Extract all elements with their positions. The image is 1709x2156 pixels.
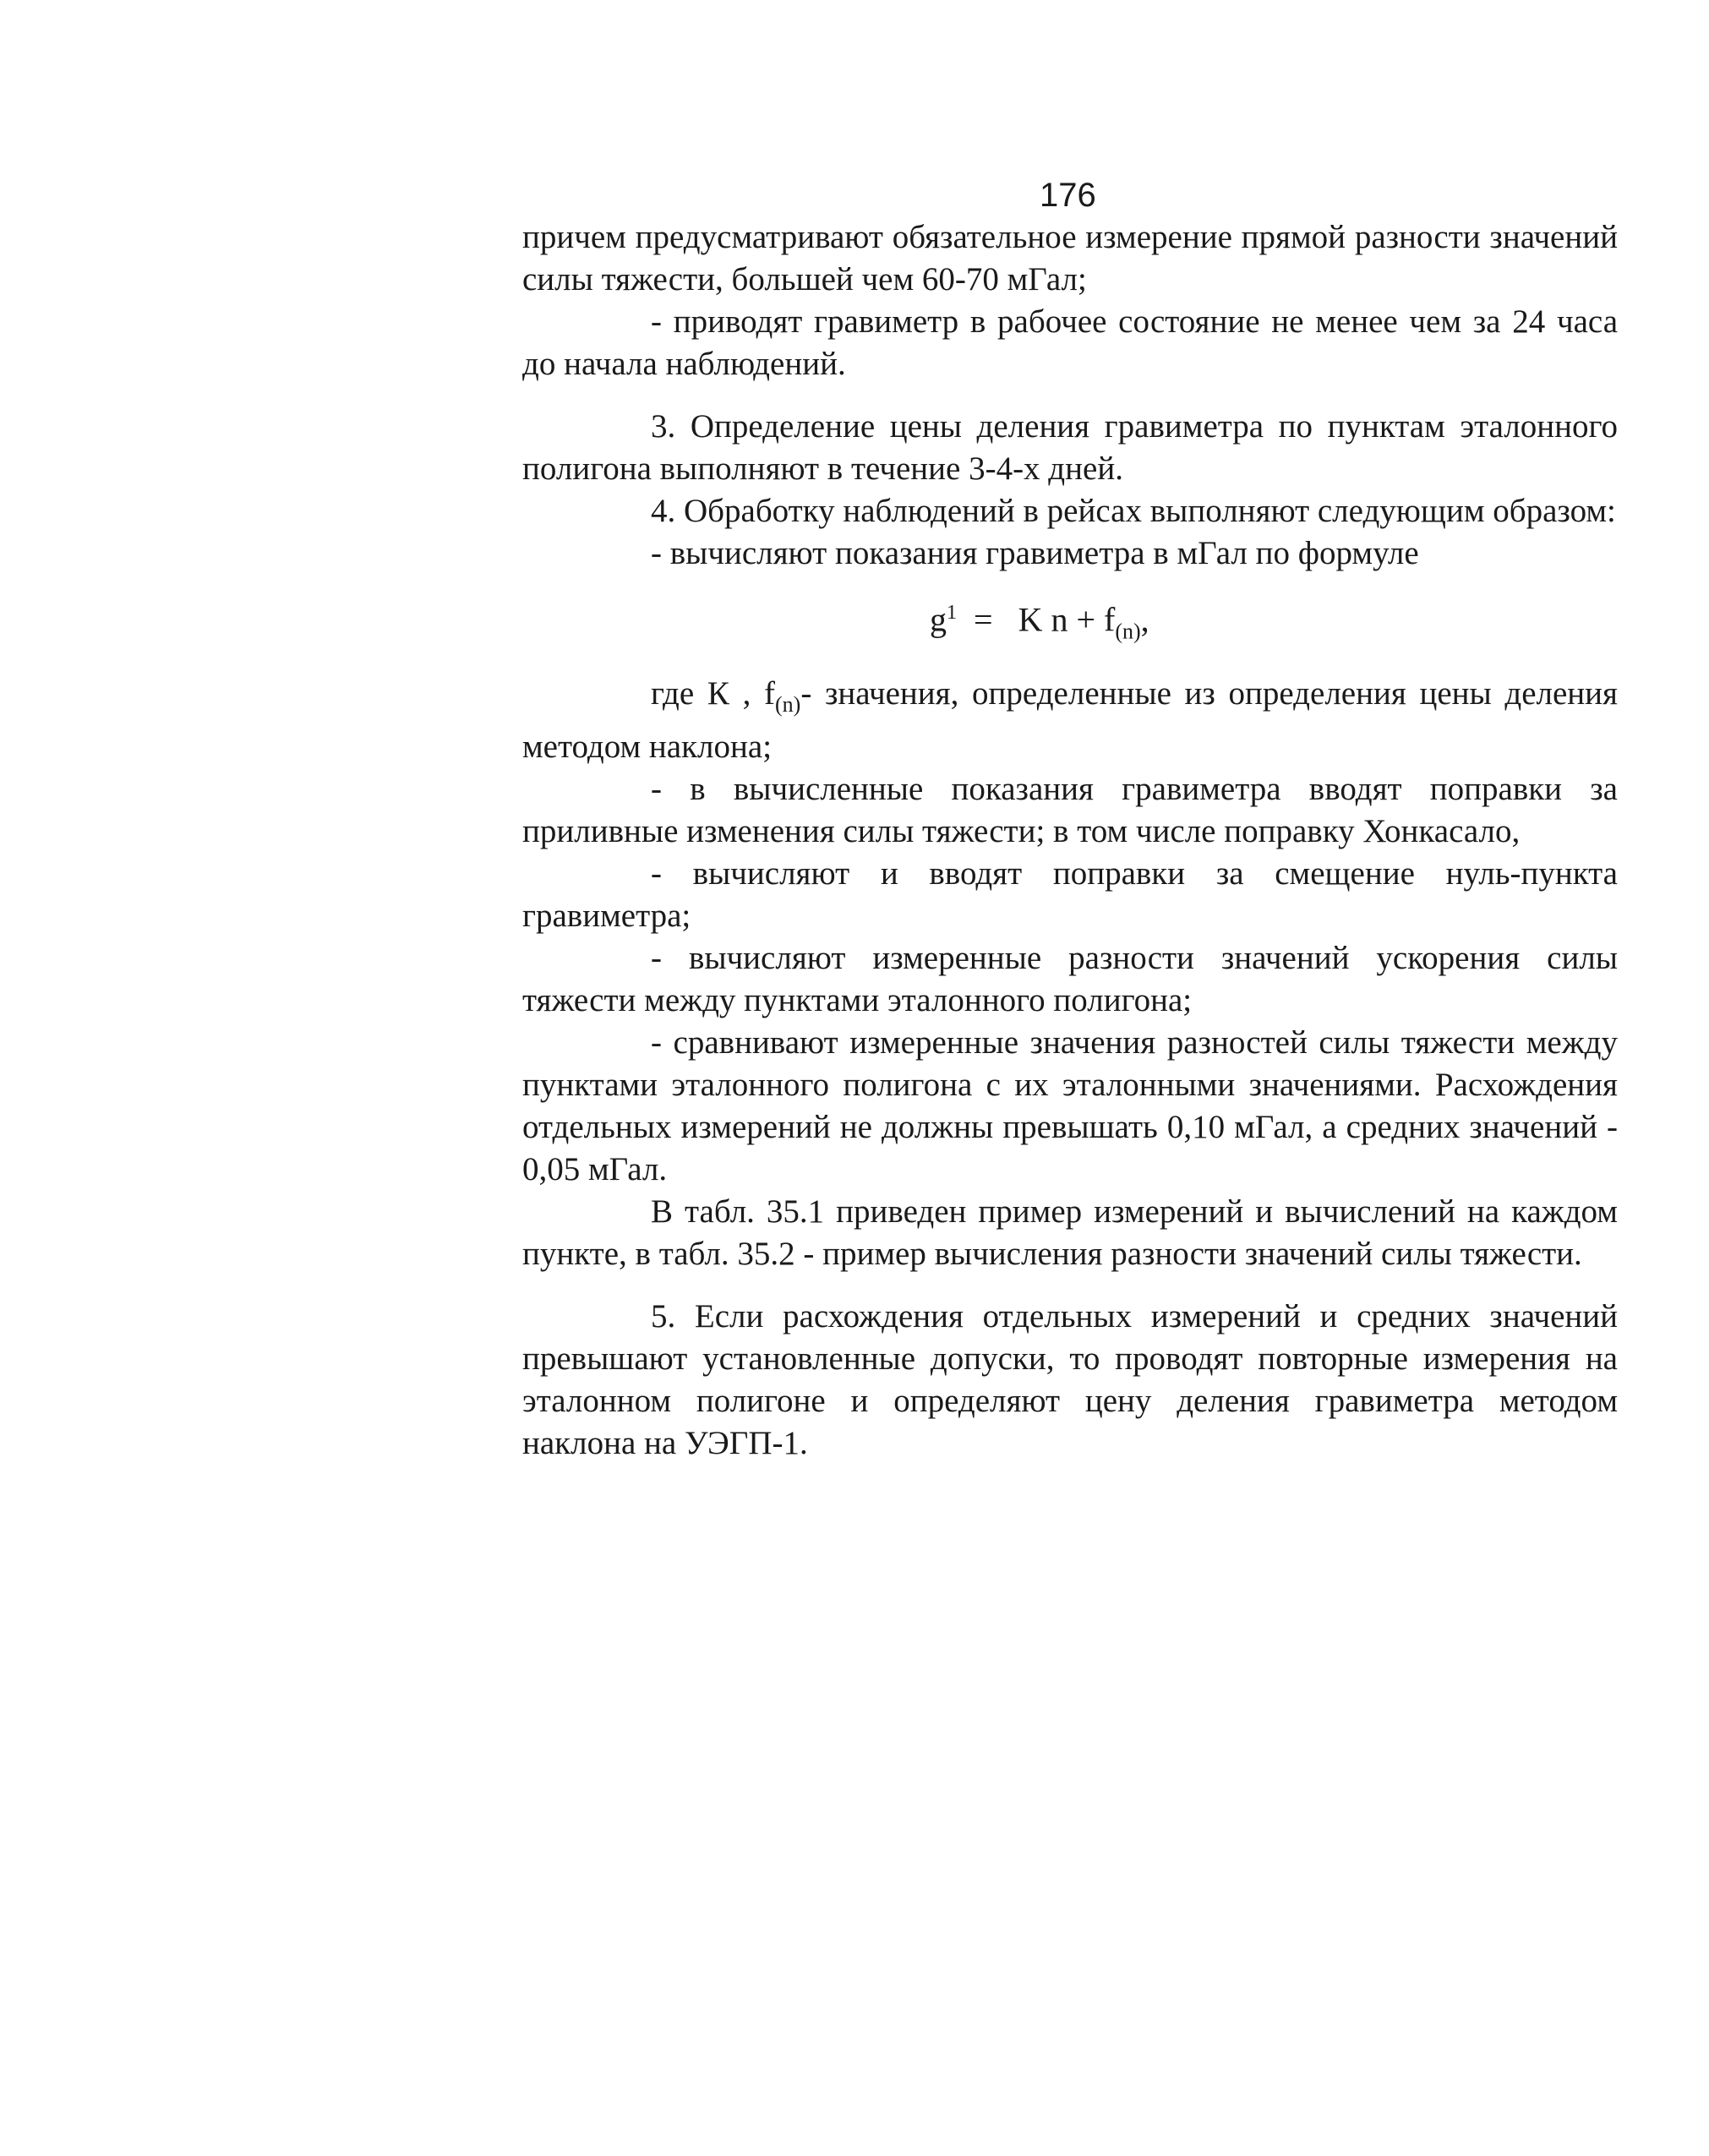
paragraph-where xyxy=(522,673,1618,768)
paragraph-tables: В табл. 35.1 приведен пример измерений и вычислений на каждом пункте, в табл. 35.2 - пример вычисления разности значений силы тяжести. xyxy=(522,1193,1618,1273)
paragraph-warmup: - приводят гравиметр в рабочее состояние не менее чем за 24 часа до начала наблюдений. xyxy=(522,303,1618,382)
paragraph-item-5: 5. Если расхождения отдельных измерений и средних значений превышают установленные допуски, то проводят повторные измерения на эталонном полигоне и определяют цену деления гравиметра методом наклона на УЭГП-1. xyxy=(522,1298,1618,1462)
paragraph-tidal-corrections: - в вычисленные показания гравиметра вводят поправки за приливные изменения силы тяжести; в том числе поправку Хонкасало, xyxy=(522,771,1618,850)
where-sub: (n) xyxy=(774,692,801,718)
paragraph-differences: - вычисляют измеренные разности значений ускорения силы тяжести между пунктами эталонного полигона; xyxy=(522,940,1618,1019)
paragraph-formula-intro: - вычисляют показания гравиметра в мГал по формуле xyxy=(651,535,1419,571)
formula-lhs-sup: 1 xyxy=(947,602,957,624)
paragraph-item-4: 4. Обработку наблюдений в рейсах выполняют следующим образом: xyxy=(651,493,1616,529)
document-body xyxy=(522,216,1618,1465)
where-prefix: где К , f xyxy=(651,675,775,712)
paragraph-continuation: причем предусматривают обязательное измерение прямой разности значений силы тяжести, большей чем 60-70 мГал; xyxy=(522,219,1618,297)
formula-lhs: g xyxy=(930,600,947,639)
formula-rhs: K n + f xyxy=(1018,600,1116,639)
formula-trail: , xyxy=(1140,600,1149,639)
page-number: 176 xyxy=(1040,177,1096,214)
paragraph-item-3: 3. Определение цены деления гравиметра по пунктам эталонного полигона выполняют в течение 3-4-х дней. xyxy=(522,408,1618,487)
formula-equals: = xyxy=(974,600,993,639)
formula xyxy=(522,585,1618,659)
paragraph-zero-point: - вычисляют и вводят поправки за смещение нуль-пункта гравиметра; xyxy=(522,855,1618,935)
formula-rhs-sub: (n) xyxy=(1115,619,1141,644)
where-rest: - значения, определенные из определения цены деления методом наклона; xyxy=(522,675,1618,766)
paragraph-compare: - сравнивают измеренные значения разностей силы тяжести между пунктами эталонного полигона с их эталонными значениями. Расхождения отдельных измерений не должны превышать 0,10 мГал, а средних значений - 0,05 мГал. xyxy=(522,1024,1618,1188)
